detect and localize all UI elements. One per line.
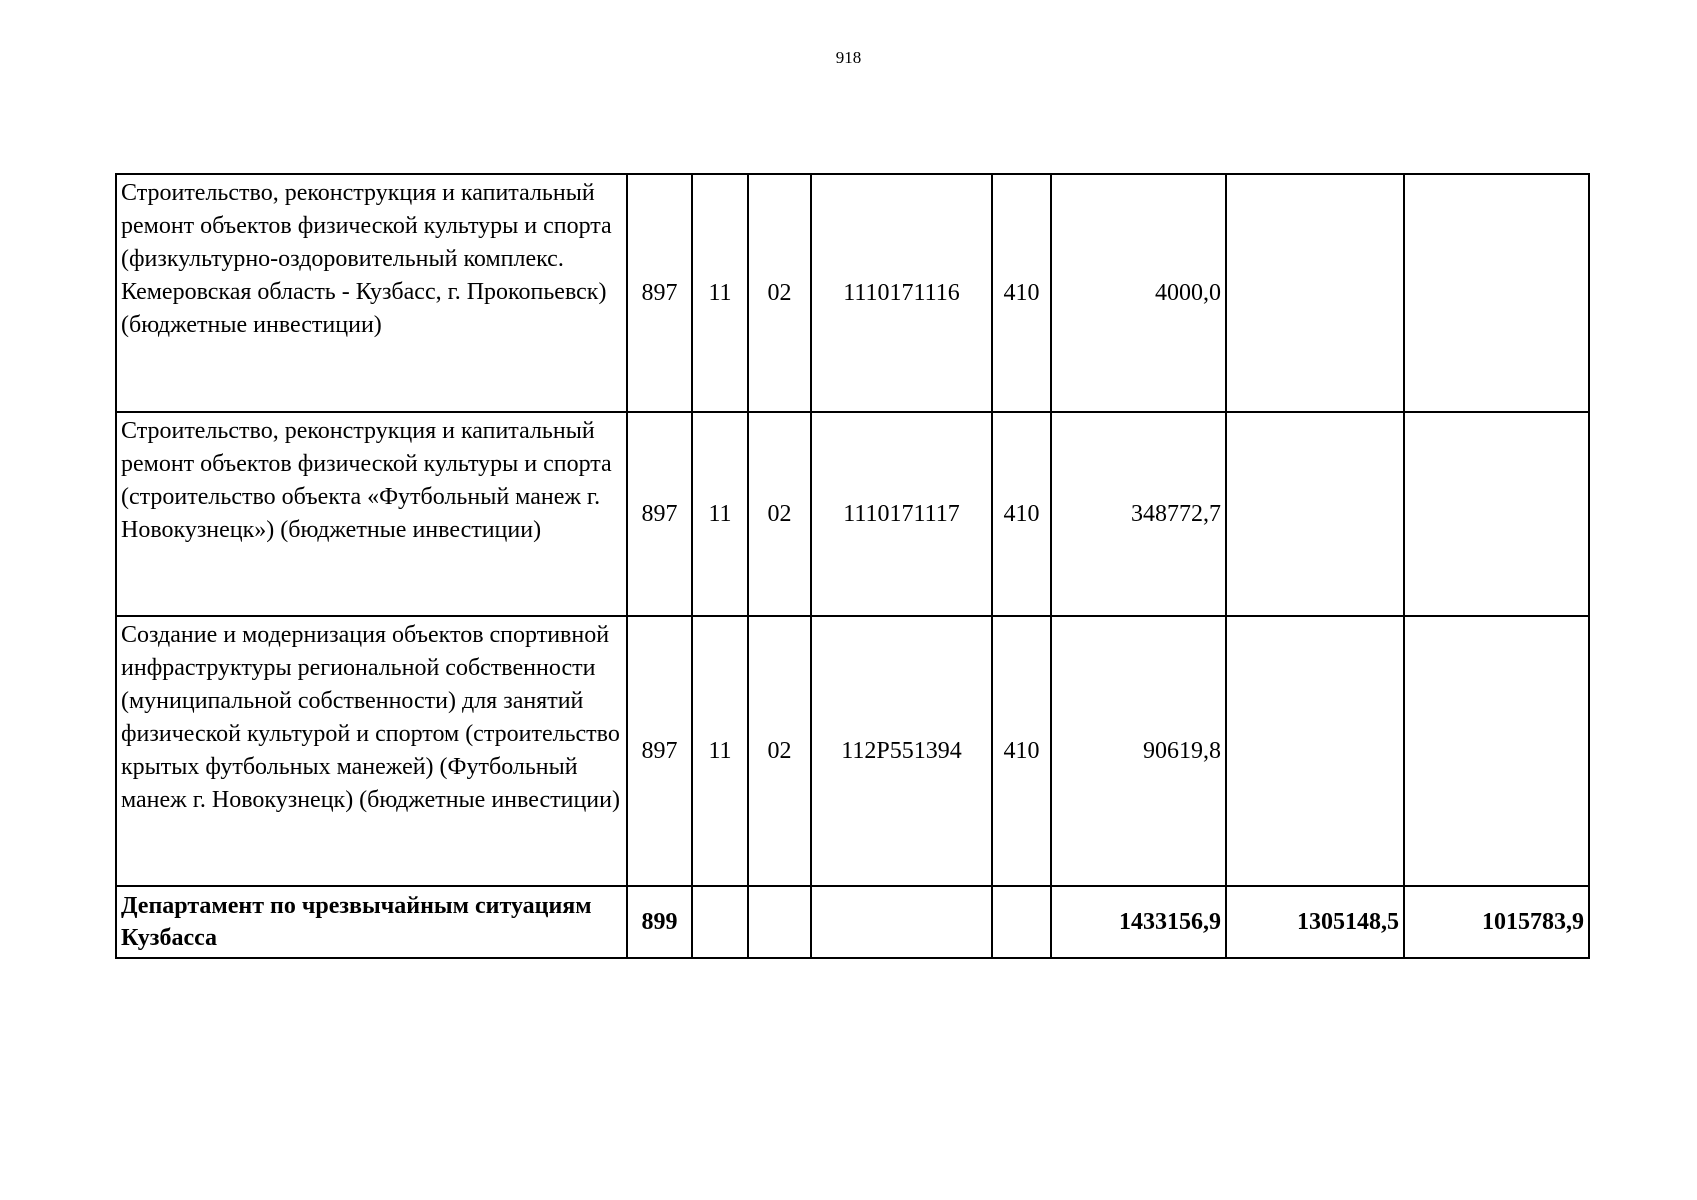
row-name-cell: Строительство, реконструкция и капитальный ремонт объектов физической культуры и спорта (физкультурно-оздоровительный комплекс. Кемеровская область - Кузбасс, г. Прокопьевск) (бюджетные инвестиции) xyxy=(116,174,627,412)
vr-cell: 410 xyxy=(992,412,1051,616)
vr-cell: 410 xyxy=(992,616,1051,886)
table-row xyxy=(116,412,1589,616)
ved-cell: 897 xyxy=(627,412,692,616)
sum2-cell: 1305148,5 xyxy=(1226,886,1404,958)
table-row xyxy=(116,616,1589,886)
budget-table xyxy=(115,173,1590,959)
sum3-cell xyxy=(1404,616,1589,886)
rz-cell xyxy=(692,886,748,958)
vr-cell: 410 xyxy=(992,174,1051,412)
table-row-total xyxy=(116,886,1589,958)
ved-cell: 899 xyxy=(627,886,692,958)
pr-cell: 02 xyxy=(748,174,811,412)
sum2-cell xyxy=(1226,616,1404,886)
ved-cell: 897 xyxy=(627,616,692,886)
rz-cell: 11 xyxy=(692,616,748,886)
sum3-cell xyxy=(1404,412,1589,616)
table-row xyxy=(116,174,1589,412)
rz-cell: 11 xyxy=(692,412,748,616)
csr-cell: 1110171116 xyxy=(811,174,992,412)
sum2-cell xyxy=(1226,412,1404,616)
pr-cell xyxy=(748,886,811,958)
row-name-cell: Создание и модернизация объектов спортивной инфраструктуры региональной собственности (муниципальной собственности) для занятий физической культурой и спортом (строительство крытых футбольных манежей) (Футбольный манеж г. Новокузнецк) (бюджетные инвестиции) xyxy=(116,616,627,886)
pr-cell: 02 xyxy=(748,616,811,886)
sum1-cell: 1433156,9 xyxy=(1051,886,1226,958)
csr-cell xyxy=(811,886,992,958)
csr-cell: 1110171117 xyxy=(811,412,992,616)
pr-cell: 02 xyxy=(748,412,811,616)
sum1-cell: 90619,8 xyxy=(1051,616,1226,886)
ved-cell: 897 xyxy=(627,174,692,412)
row-name-cell: Департамент по чрезвычайным ситуациям Кузбасса xyxy=(116,886,627,958)
rz-cell: 11 xyxy=(692,174,748,412)
sum2-cell xyxy=(1226,174,1404,412)
page-number: 918 xyxy=(835,48,862,67)
sum3-cell: 1015783,9 xyxy=(1404,886,1589,958)
sum1-cell: 4000,0 xyxy=(1051,174,1226,412)
vr-cell xyxy=(992,886,1051,958)
row-name-cell: Строительство, реконструкция и капитальный ремонт объектов физической культуры и спорта (строительство объекта «Футбольный манеж г. Новокузнецк») (бюджетные инвестиции) xyxy=(116,412,627,616)
sum1-cell: 348772,7 xyxy=(1051,412,1226,616)
sum3-cell xyxy=(1404,174,1589,412)
csr-cell: 112P551394 xyxy=(811,616,992,886)
